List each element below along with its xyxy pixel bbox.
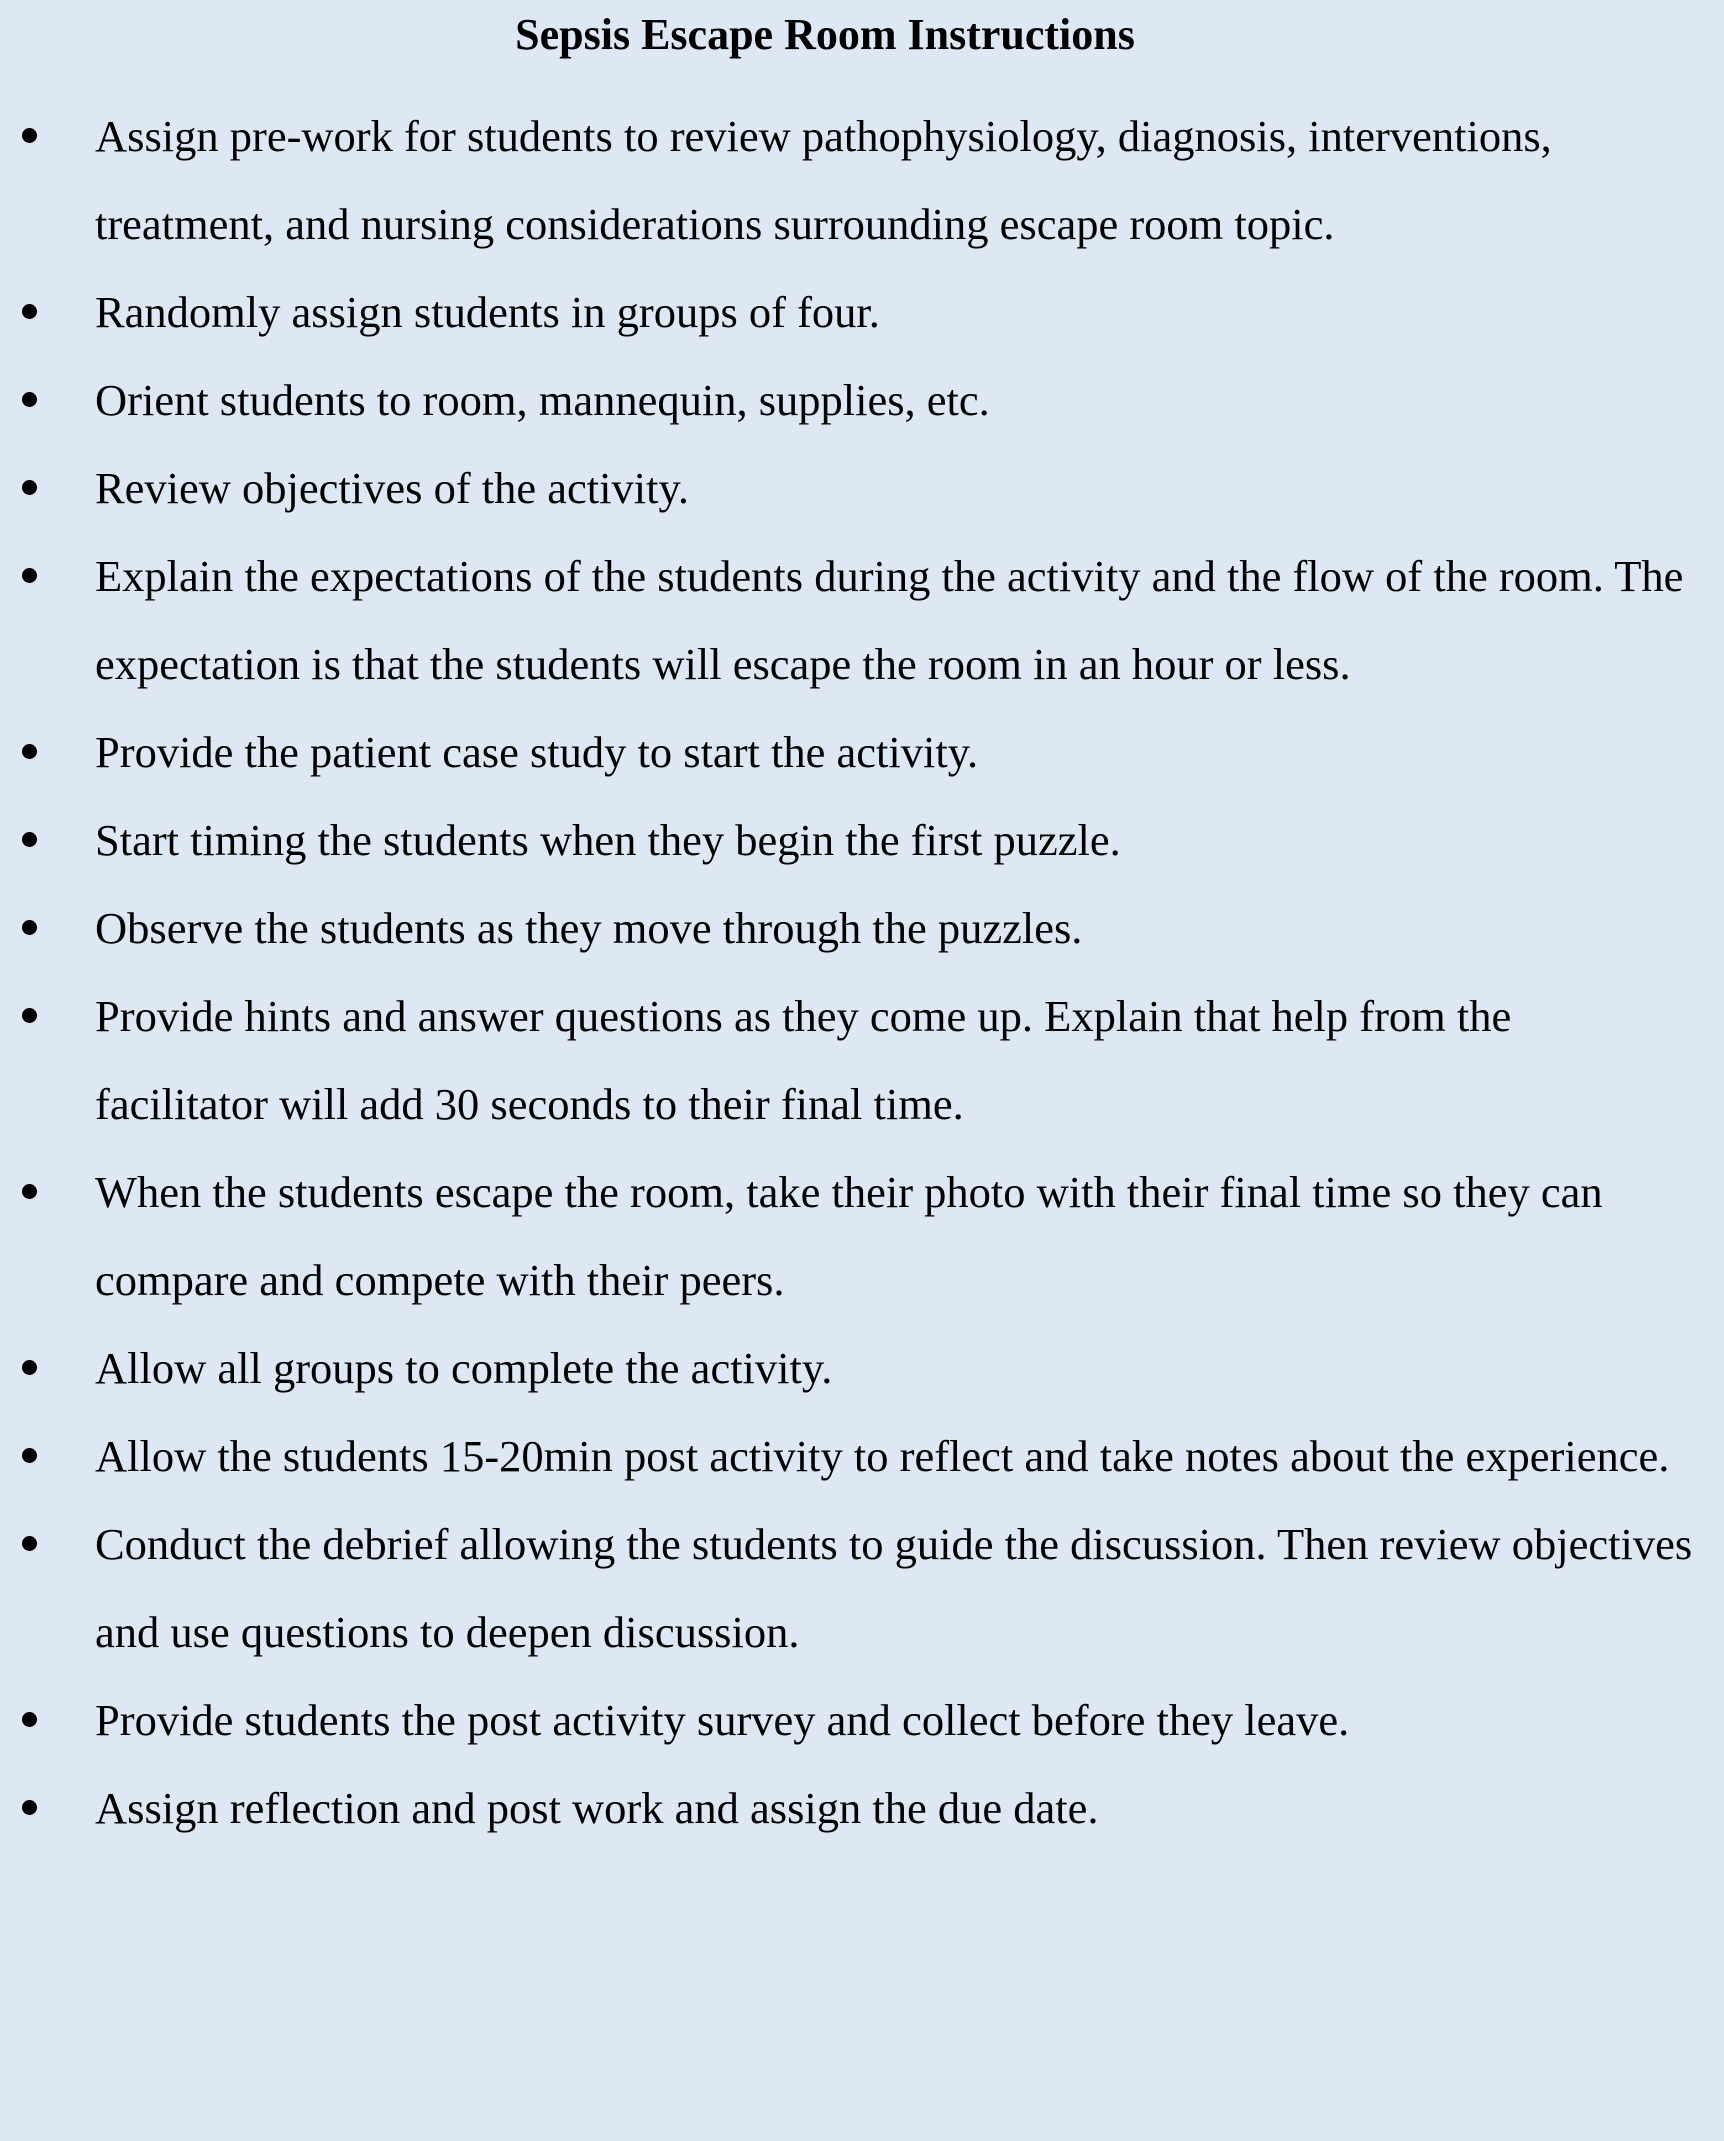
list-item (0, 1148, 1724, 1324)
bullet-icon (22, 1800, 37, 1815)
list-item (0, 444, 1724, 532)
list-item (0, 1324, 1724, 1412)
list-item-text: Allow the students 15-20min post activity to reflect and take notes about the experience. (95, 1431, 1670, 1481)
bullet-icon (22, 568, 37, 583)
page-title: Sepsis Escape Room Instructions (515, 10, 1135, 59)
list-item (0, 1676, 1724, 1764)
list-item (0, 884, 1724, 972)
bullet-icon (22, 480, 37, 495)
list-item (0, 796, 1724, 884)
list-item (0, 532, 1724, 708)
list-item-text: When the students escape the room, take their photo with their final time so they can compare and compete with their peers. (95, 1167, 1603, 1305)
list-item-text: Randomly assign students in groups of four. (95, 287, 880, 337)
list-item-text: Conduct the debrief allowing the students to guide the discussion. Then review objectives and use questions to deepen discussion. (95, 1519, 1693, 1657)
list-item-text: Provide hints and answer questions as they come up. Explain that help from the facilitator will add 30 seconds to their final time. (95, 991, 1512, 1129)
list-item-text: Orient students to room, mannequin, supplies, etc. (95, 375, 990, 425)
list-item (0, 972, 1724, 1148)
bullet-icon (22, 1360, 37, 1375)
list-item-text: Review objectives of the activity. (95, 463, 689, 513)
bullet-icon (22, 1712, 37, 1727)
list-item (0, 1412, 1724, 1500)
bullet-icon (22, 1536, 37, 1551)
instructions-list (0, 92, 1724, 1852)
list-item-text: Explain the expectations of the students during the activity and the flow of the room. The expectation is that the students will escape the room in an hour or less. (95, 551, 1684, 689)
list-item (0, 356, 1724, 444)
list-item (0, 92, 1724, 268)
list-item-text: Provide the patient case study to start the activity. (95, 727, 979, 777)
list-item-text: Assign pre-work for students to review pathophysiology, diagnosis, interventions, treatment, and nursing considerations surrounding escape room topic. (95, 111, 1552, 249)
list-item-text: Assign reflection and post work and assign the due date. (95, 1783, 1099, 1833)
bullet-icon (22, 1448, 37, 1463)
bullet-icon (22, 920, 37, 935)
list-item-text: Observe the students as they move through the puzzles. (95, 903, 1083, 953)
bullet-icon (22, 1184, 37, 1199)
bullet-icon (22, 392, 37, 407)
list-item (0, 1764, 1724, 1852)
list-item-text: Allow all groups to complete the activity. (95, 1343, 833, 1393)
list-item (0, 268, 1724, 356)
list-item (0, 1500, 1724, 1676)
list-item-text: Start timing the students when they begin the first puzzle. (95, 815, 1121, 865)
bullet-icon (22, 304, 37, 319)
list-item-text: Provide students the post activity survey and collect before they leave. (95, 1695, 1350, 1745)
bullet-icon (22, 744, 37, 759)
bullet-icon (22, 128, 37, 143)
list-item (0, 708, 1724, 796)
bullet-icon (22, 1008, 37, 1023)
bullet-icon (22, 832, 37, 847)
